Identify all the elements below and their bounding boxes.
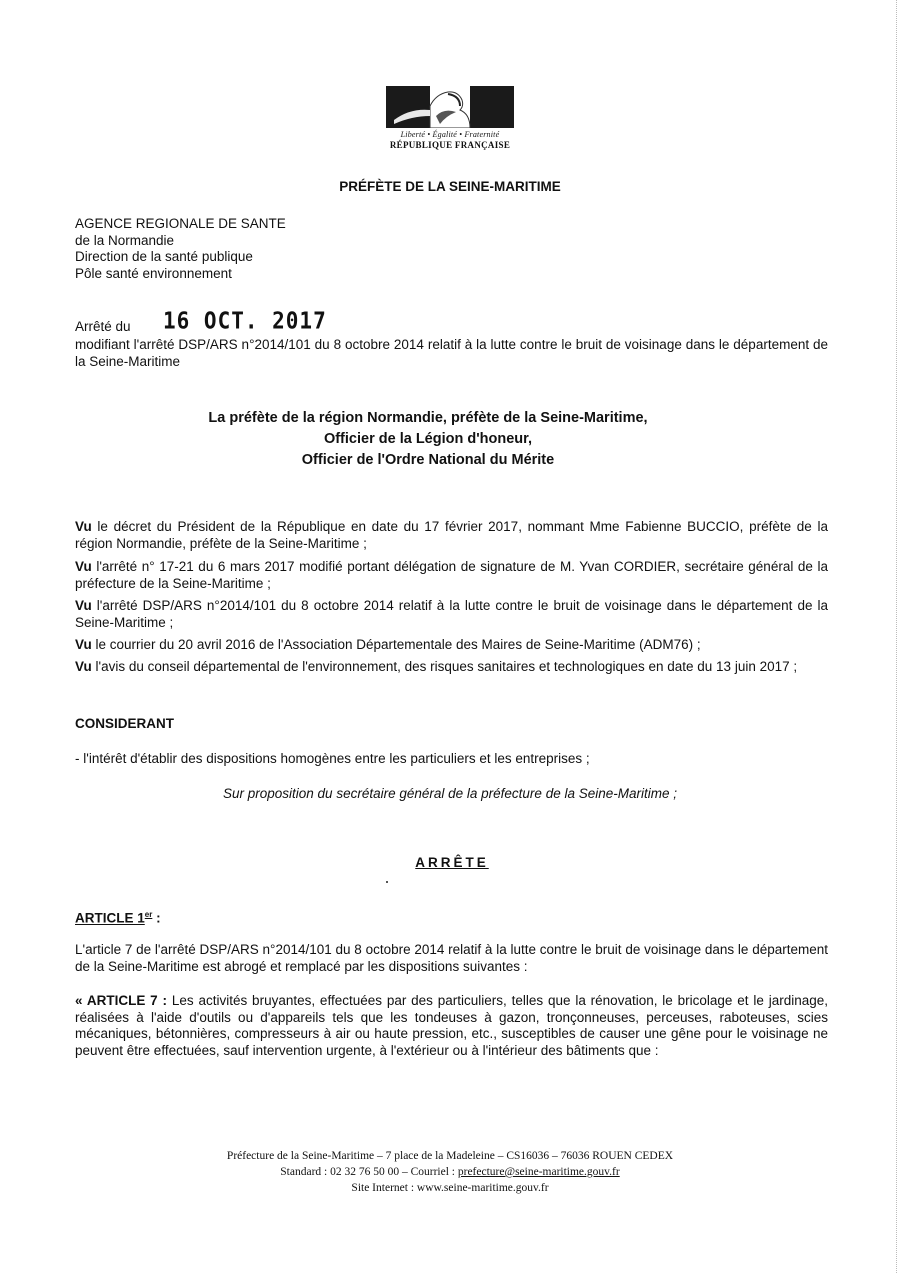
republic-motto: Liberté • Égalité • Fraternité: [400, 130, 500, 139]
proposition: Sur proposition du secrétaire général de la préfecture de la Seine-Maritime ;: [223, 786, 677, 801]
footer-email-link[interactable]: prefecture@seine-maritime.gouv.fr: [457, 1166, 620, 1178]
republique-francaise: RÉPUBLIQUE FRANÇAISE: [389, 140, 511, 150]
agency-line-2: de la Normandie: [75, 232, 175, 248]
vu-keyword: Vu: [75, 559, 92, 574]
vu-text: l'avis du conseil départemental de l'environnement, des risques sanitaires et technologiques en date du 13 juin 2017 ;: [95, 659, 798, 674]
arrete-label: Arrêté du: [75, 319, 131, 334]
vu-keyword: Vu: [75, 637, 92, 652]
article-1-label: ARTICLE 1: [75, 910, 145, 926]
article-1-title: [75, 907, 161, 927]
vu-text: l'arrêté DSP/ARS n°2014/101 du 8 octobre 2014 relatif à la lutte contre le bruit de voisinage dans le département de la Seine-Maritime ;: [75, 598, 828, 630]
footer-phone: Standard : 02 32 76 50 00 – Courriel :: [280, 1166, 458, 1178]
vu-text: l'arrêté n° 17-21 du 6 mars 2017 modifié portant délégation de signature de M. Yvan CORDIER, secrétaire général de la préfecture de la Seine-Maritime ;: [75, 559, 828, 591]
arrete-heading: ARRÊTE: [415, 855, 489, 870]
footer: [150, 1148, 750, 1196]
vu-item: [75, 598, 828, 631]
prefete-titles: [0, 408, 856, 471]
vu-text: le courrier du 20 avril 2016 de l'Association Départementale des Maires de Seine-Maritime (ADM76) ;: [95, 637, 701, 652]
footer-contact: [150, 1164, 750, 1180]
prefete-line-1: La préfète de la région Normandie, préfète de la Seine-Maritime,: [208, 410, 648, 426]
article-1-intro: L'article 7 de l'arrêté DSP/ARS n°2014/101 du 8 octobre 2014 relatif à la lutte contre le bruit de voisinage dans le département de la Seine-Maritime est abrogé et remplacé par les dispositions suivantes :: [75, 942, 828, 974]
agency-line-1: AGENCE REGIONALE DE SANTE: [75, 216, 286, 231]
vu-item: [75, 559, 828, 592]
considerant-item: - l'intérêt d'établir des dispositions homogènes entre les particuliers et les entreprises ;: [75, 751, 590, 766]
agency-line-3: Direction de la santé publique: [75, 249, 253, 264]
prefete-line-2: Officier de la Légion d'honeur,: [323, 431, 533, 447]
vu-keyword: Vu: [75, 659, 92, 674]
prefecture-title: PRÉFÈTE DE LA SEINE-MARITIME: [339, 179, 561, 194]
footer-website[interactable]: Site Internet : www.seine-maritime.gouv.fr: [351, 1182, 549, 1194]
footer-address: Préfecture de la Seine-Maritime – 7 place de la Madeleine – CS16036 – 76036 ROUEN CEDEX: [226, 1150, 674, 1162]
date-stamp: 16 OCT. 2017: [163, 307, 327, 335]
scan-dot: [386, 881, 388, 883]
vu-text: le décret du Président de la République en date du 17 février 2017, nommant Mme Fabienne BUCCIO, préfète de la région Normandie, préfète de la Seine-Maritime ;: [75, 519, 828, 551]
arrete-subject: modifiant l'arrêté DSP/ARS n°2014/101 du 8 octobre 2014 relatif à la lutte contre le bruit de voisinage dans le département de la Seine-Maritime: [75, 337, 828, 369]
considerant-title: CONSIDERANT: [75, 716, 175, 731]
vu-keyword: Vu: [75, 519, 92, 534]
article-7-label: « ARTICLE 7 :: [75, 993, 168, 1008]
prefete-line-3: Officier de l'Ordre National du Mérite: [301, 452, 555, 468]
vu-item: [75, 637, 828, 654]
vu-item: [75, 519, 828, 552]
article-7-text: Les activités bruyantes, effectuées par des particuliers, telles que la rénovation, le bricolage et le jardinage, réalisées à l'aide d'outils ou d'appareils tels que les tondeuses à gazon, tronçonneuses, perceuses, raboteuses, scies mécaniques, bétonnières, compresseurs à air ou haute pression, etc., susceptibles de causer une gêne pour le voisinage ne peuvent être effectuées, sauf intervention urgente, à l'extérieur ou à l'intérieur des bâtiments que :: [75, 993, 828, 1058]
agency-line-4: Pôle santé environnement: [75, 265, 232, 281]
article-1-sup: er: [144, 910, 153, 919]
article-1-colon: :: [152, 910, 161, 926]
vu-item: [75, 659, 828, 676]
article-7-quote: [75, 993, 828, 1059]
marianne-emblem-icon: [386, 86, 514, 128]
agency-block: [75, 216, 286, 282]
vu-keyword: Vu: [75, 598, 92, 613]
marianne-logo: [386, 86, 514, 150]
